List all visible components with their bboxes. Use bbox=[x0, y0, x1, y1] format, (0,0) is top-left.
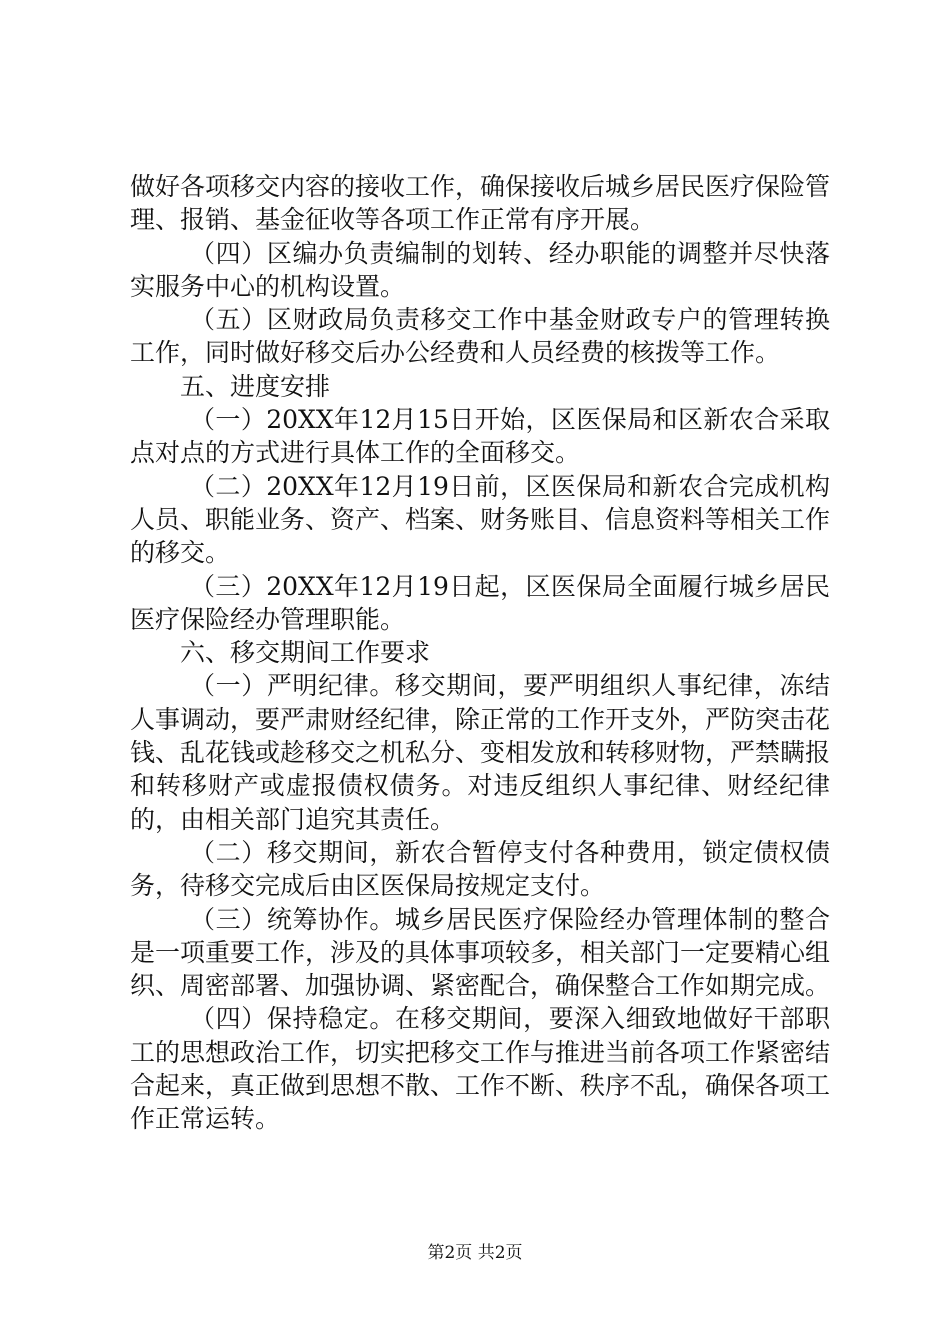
paragraph-requirement-2: （二）移交期间，新农合暂停支付各种费用，锁定债权债务，待移交完成后由区医保局按规定支付。 bbox=[130, 837, 830, 901]
section-heading-schedule: 五、进度安排 bbox=[180, 371, 331, 401]
paragraph-item-5-caizheng: （五）区财政局负责移交工作中基金财政专户的管理转换工作，同时做好移交后办公经费和人员经费的核拨等工作。 bbox=[130, 305, 830, 368]
paragraph-schedule-3: （三）20XX年12月19日起，区医保局全面履行城乡居民医疗保险经办管理职能。 bbox=[130, 571, 830, 634]
paragraph-continuation: 做好各项移交内容的接收工作，确保接收后城乡居民医疗保险管理、报销、基金征收等各项工作正常有序开展。 bbox=[130, 172, 831, 235]
paragraph-schedule-2: （二）20XX年12月19日前，区医保局和新农合完成机构人员、职能业务、资产、档案、财务账目、信息资料等相关工作的移交。 bbox=[130, 471, 831, 568]
document-body bbox=[130, 170, 830, 1136]
paragraph-schedule-1: （一）20XX年12月15日开始，区医保局和区新农合采取点对点的方式进行具体工作的全面移交。 bbox=[130, 405, 830, 468]
paragraph-item-4-bianban: （四）区编办负责编制的划转、经办职能的调整并尽快落实服务中心的机构设置。 bbox=[130, 238, 830, 301]
page-number-label: 第2页 共2页 bbox=[427, 1243, 523, 1263]
page-footer bbox=[0, 1242, 950, 1264]
paragraph-requirement-4: （四）保持稳定。在移交期间，要深入细致地做好干部职工的思想政治工作，切实把移交工作与推进当前各项工作紧密结合起来，真正做到思想不散、工作不断、秩序不乱，确保各项工作正常运转。 bbox=[130, 1004, 831, 1134]
section-heading-requirements: 六、移交期间工作要求 bbox=[180, 638, 431, 668]
paragraph-requirement-1: （一）严明纪律。移交期间，要严明组织人事纪律，冻结人事调动，要严肃财经纪律，除正常的工作开支外，严防突击花钱、乱花钱或趁移交之机私分、变相发放和转移财物，严禁瞒报和转移财产或虚报债权债务。对违反组织人事纪律、财经纪律的，由相关部门追究其责任。 bbox=[130, 671, 831, 834]
paragraph-requirement-3: （三）统筹协作。城乡居民医疗保险经办管理体制的整合是一项重要工作，涉及的具体事项较多，相关部门一定要精心组织、周密部署、加强协调、紧密配合，确保整合工作如期完成。 bbox=[130, 904, 831, 1001]
